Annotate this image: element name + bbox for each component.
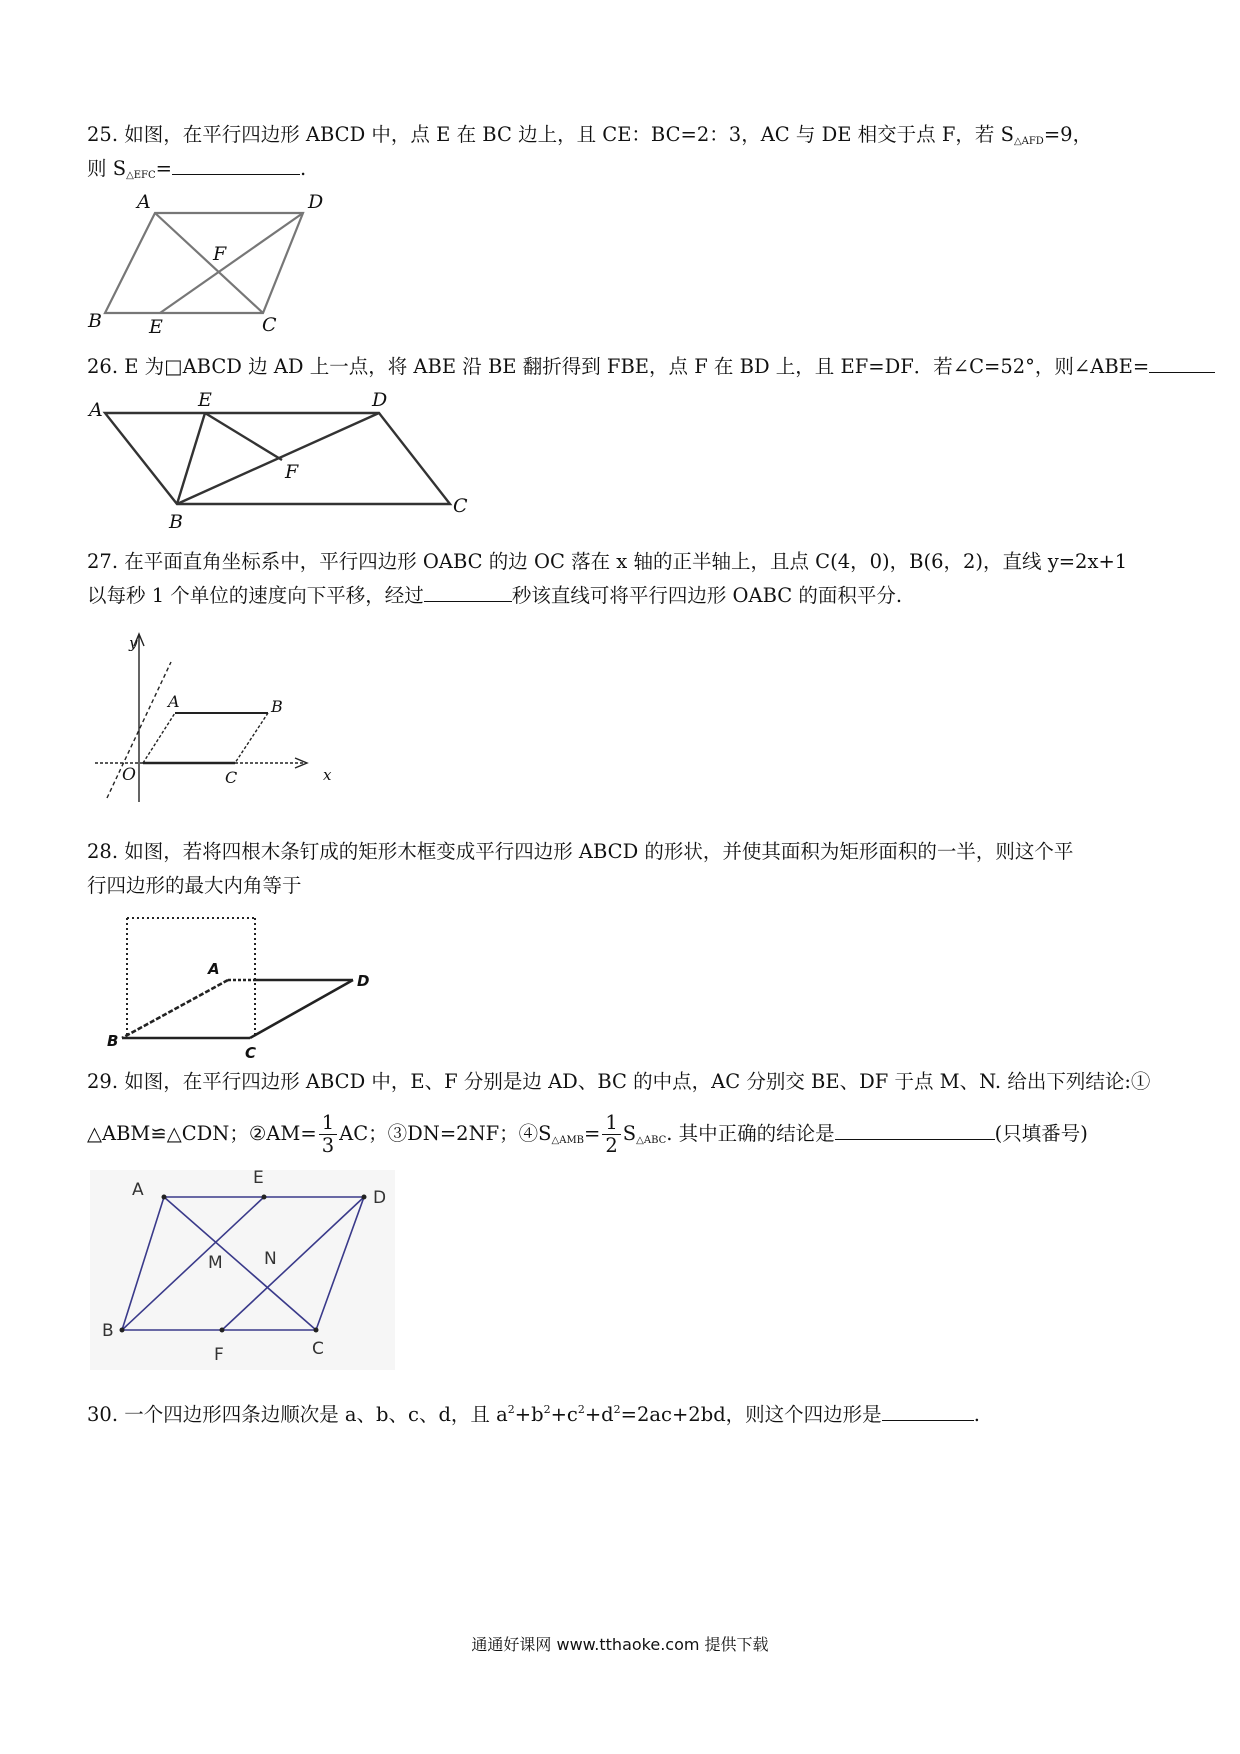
q26-figure xyxy=(85,390,485,535)
q26-label-a: A xyxy=(89,399,103,421)
q27-label-x: x xyxy=(323,766,332,784)
q28-line1: 28. 如图，若将四根木条钉成的矩形木框变成平行四边形 ABCD 的形状，并使其面积为矩形面积的一半，则这个平 xyxy=(87,840,1074,863)
answer-blank-26[interactable] xyxy=(1149,350,1215,373)
q28-line2: 行四边形的最大内角等于 xyxy=(87,874,302,897)
q29-label-a: A xyxy=(132,1180,144,1200)
q27-figure xyxy=(95,630,355,810)
q28-label-c: C xyxy=(245,1044,257,1062)
q27-line2: 以每秒 1 个单位的速度向下平移，经过 秒该直线可将平行四边形 OABC 的面积平分. xyxy=(87,579,902,613)
q27-line1: 27. 在平面直角坐标系中，平行四边形 OABC 的边 OC 落在 x 轴的正半轴上，且点 C(4，0)，B(6，2)，直线 y=2x+1 xyxy=(87,550,1128,573)
q26-label-b: B xyxy=(169,511,183,533)
q29-label-m: M xyxy=(208,1253,223,1273)
q26-line1: 26. E 为□ABCD 边 AD 上一点，将 ABE 沿 BE 翻折得到 FBE，点 F 在 BD 上，且 EF=DF．若∠C=52°，则∠ABE= xyxy=(87,350,1215,384)
q29-line1: 29. 如图，在平行四边形 ABCD 中，E、F 分别是边 AD、BC 的中点，AC 分别交 BE、DF 于点 M、N. 给出下列结论:① xyxy=(87,1070,1151,1093)
answer-blank-29[interactable] xyxy=(835,1117,995,1140)
fraction-one-half: $\frac{1}{2}$ xyxy=(602,1112,620,1157)
q28-label-a: A xyxy=(208,960,220,978)
q25-figure xyxy=(80,190,350,338)
fraction-one-third: $\frac{1}{3}$ xyxy=(319,1112,337,1157)
q25-label-b: B xyxy=(88,310,102,332)
q27-label-o: O xyxy=(122,765,136,785)
q25-label-d: D xyxy=(308,191,324,213)
q26-label-e: E xyxy=(198,389,212,411)
q29-label-f: F xyxy=(214,1345,224,1365)
answer-blank-27[interactable] xyxy=(424,579,512,602)
q25-line1: 25. 如图，在平行四边形 ABCD 中，点 E 在 BC 边上，且 CE：BC=2：3，AC 与 DE 相交于点 F，若 $S_{\triangle AFD}=9$， xyxy=(87,123,1093,147)
page-footer: 通通好课网 www.tthaoke.com 提供下载 xyxy=(471,1635,769,1654)
q29-label-n: N xyxy=(264,1249,277,1269)
q25-label-f: F xyxy=(213,243,227,265)
q29-label-b: B xyxy=(102,1321,114,1341)
q28-label-d: D xyxy=(357,972,370,990)
q26-label-d: D xyxy=(372,389,388,411)
q27-label-c: C xyxy=(225,768,238,787)
q29-line2: △ABM≌△CDN；②AM= $\frac{1}{3}$ AC；③DN=2NF；$④S_{\triangle AMB}=$ $\frac{1}{2}$ $S_{\triangle ABC}$. 其中正确的结论是 (只填番号) xyxy=(87,1111,1088,1157)
q29-label-e: E xyxy=(253,1168,264,1188)
answer-blank-30[interactable] xyxy=(882,1398,974,1421)
q27-label-y: y xyxy=(129,634,138,652)
q28-figure xyxy=(105,910,395,1060)
q25-line2: 则 $S_{\triangle EFC}=$ . xyxy=(87,152,306,193)
q25-label-c: C xyxy=(262,314,277,336)
q25-label-a: A xyxy=(137,191,151,213)
q29-label-c: C xyxy=(312,1339,324,1359)
q30-line: 30. 一个四边形四条边顺次是 a、b、c、d，且 $a^2+b^2+c^2+d^2=2ac+2bd$，则这个四边形是 . xyxy=(87,1393,980,1432)
q29-figure xyxy=(90,1170,395,1370)
q29-label-d: D xyxy=(373,1188,387,1208)
q27-label-b: B xyxy=(271,697,283,716)
q26-label-c: C xyxy=(453,495,468,517)
q28-label-b: B xyxy=(107,1032,119,1050)
q25-label-e: E xyxy=(149,316,163,338)
answer-blank-25[interactable] xyxy=(172,152,300,175)
q27-label-a: A xyxy=(168,692,180,711)
q26-label-f: F xyxy=(285,461,299,483)
